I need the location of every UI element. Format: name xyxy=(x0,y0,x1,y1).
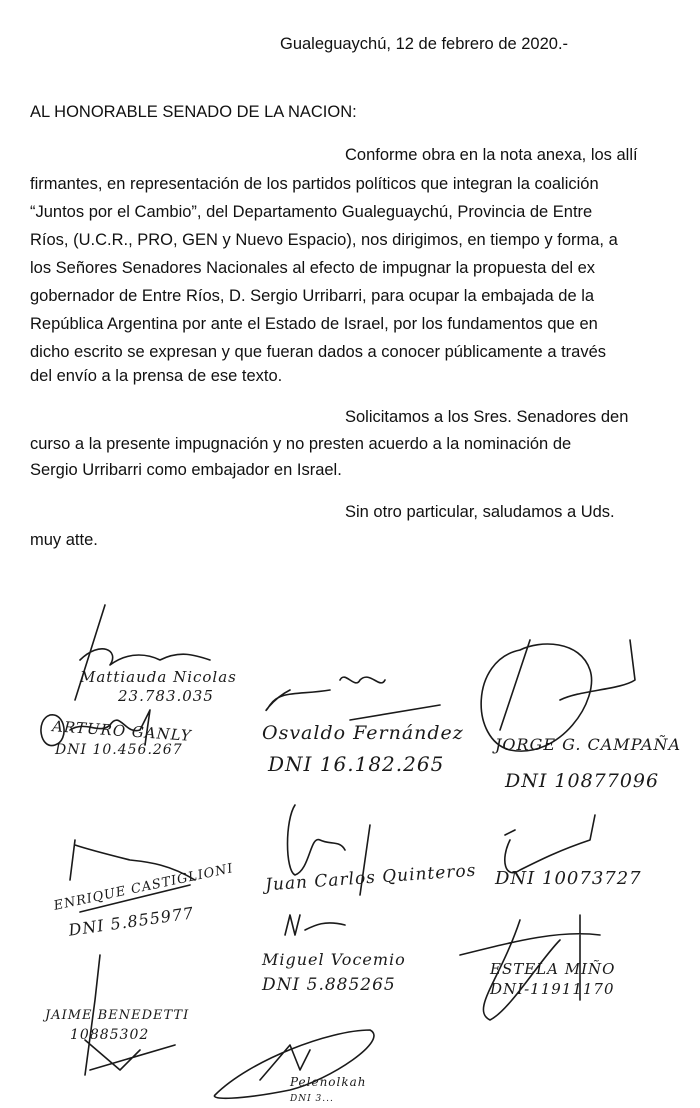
paragraph-line: Sergio Urribarri como embajador en Israel. xyxy=(30,461,342,479)
signature-mark xyxy=(266,677,440,720)
paragraph-line: República Argentina por ante el Estado de Israel, por los fundamentos que en xyxy=(30,315,598,333)
closing-line: muy atte. xyxy=(30,531,98,549)
signature-id: 23.783.035 xyxy=(118,687,214,705)
signature-name: ESTELA MIÑO xyxy=(490,960,616,978)
paragraph-line: Solicitamos a los Sres. Senadores den xyxy=(345,408,629,426)
signature-id: DNI 10877096 xyxy=(505,770,660,792)
paragraph-line: firmantes, en representación de los partidos políticos que integran la coalición xyxy=(30,175,599,193)
paragraph-line: gobernador de Entre Ríos, D. Sergio Urribarri, para ocupar la embajada de la xyxy=(30,287,595,305)
signature-name: Miguel Vocemio xyxy=(262,950,406,969)
paragraph-line: Conforme obra en la nota anexa, los allí xyxy=(345,146,638,164)
paragraph-line: dicho escrito se expresan y que fueran dados a conocer públicamente a través xyxy=(30,343,607,361)
signature-name: ARTURO GANLY xyxy=(51,717,193,745)
signature-id: DNI 5.885265 xyxy=(262,975,396,995)
paragraph-line: del envío a la prensa de ese texto. xyxy=(30,367,283,385)
signature-name: Pelenolkah xyxy=(290,1075,367,1089)
addressee: AL HONORABLE SENADO DE LA NACION: xyxy=(30,103,357,121)
signature-mark xyxy=(285,915,345,935)
paragraph-line: Ríos, (U.C.R., PRO, GEN y Nuevo Espacio), nos dirigimos, en tiempo y forma, a xyxy=(30,231,618,249)
closing-line: Sin otro particular, saludamos a Uds. xyxy=(345,503,615,521)
signature-name: Mattiauda Nicolas xyxy=(80,668,237,686)
signature-name: JORGE G. CAMPAÑA xyxy=(495,735,682,754)
signature-id: DNI 3... xyxy=(290,1094,334,1104)
signature-name: Osvaldo Fernández xyxy=(262,722,464,744)
signature-id: DNI 10073727 xyxy=(495,868,642,889)
signature-name: ENRIQUE CASTIGLIONI xyxy=(52,861,235,914)
paragraph-line: “Juntos por el Cambio”, del Departamento Gualeguaychú, Provincia de Entre xyxy=(30,203,593,221)
signature-id: DNI-11911170 xyxy=(490,980,615,998)
date-line: Gualeguaychú, 12 de febrero de 2020.- xyxy=(280,35,569,53)
signature-id: DNI 10.456.267 xyxy=(55,742,183,758)
paragraph-line: curso a la presente impugnación y no presten acuerdo a la nominación de xyxy=(30,435,572,453)
signature-id: DNI 16.182.265 xyxy=(268,752,445,776)
signature-mark xyxy=(505,815,595,873)
signature-id: 10885302 xyxy=(70,1027,150,1043)
paragraph-line: los Señores Senadores Nacionales al efecto de impugnar la propuesta del ex xyxy=(30,259,596,277)
signature-id: DNI 5.855977 xyxy=(67,903,196,940)
signature-name: Juan Carlos Quinteros xyxy=(264,860,478,896)
signature-name: JAIME BENEDETTI xyxy=(45,1008,190,1023)
